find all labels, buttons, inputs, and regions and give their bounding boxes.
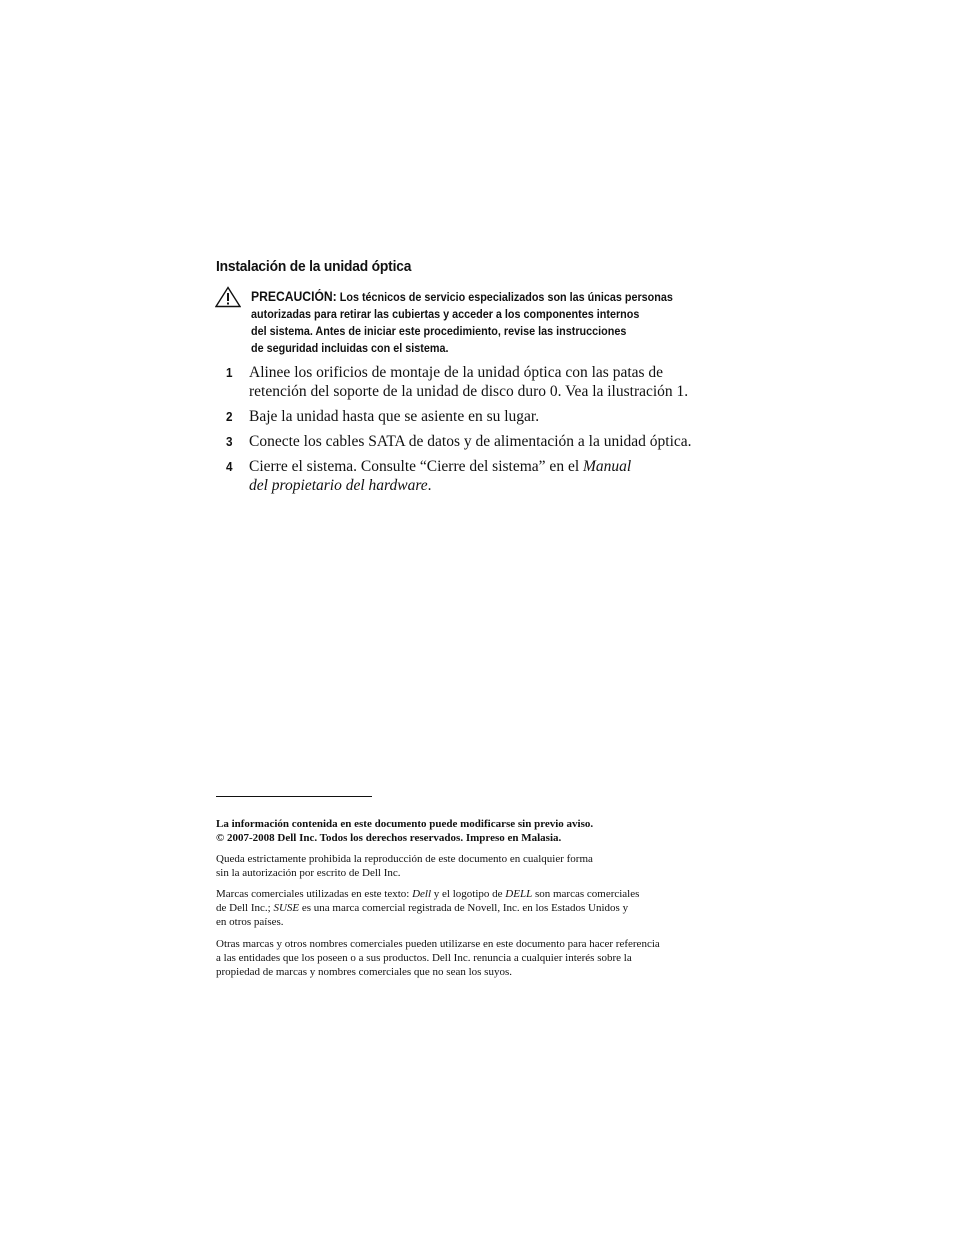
step-text-line: retención del soporte de la unidad de disco duro 0. Vea la ilustración 1. bbox=[249, 383, 689, 400]
trademark-dell: Dell bbox=[412, 888, 432, 900]
step-text-line: Alinee los orificios de montaje de la unidad óptica con las patas de bbox=[249, 364, 664, 381]
legal-other-marks bbox=[216, 937, 660, 980]
warning-triangle-icon bbox=[215, 286, 241, 308]
legal-text: de Dell Inc.; bbox=[216, 902, 274, 915]
caution-line-2: autorizadas para retirar las cubiertas y acceder a los componentes internos bbox=[251, 307, 640, 321]
step-number: 2 bbox=[226, 409, 233, 424]
legal-line: en otros países. bbox=[216, 916, 284, 929]
legal-line: a las entidades que los poseen o a sus productos. Dell Inc. renuncia a cualquier interés sobre la bbox=[216, 952, 632, 965]
legal-line bbox=[216, 901, 639, 915]
legal-text: es una marca comercial registrada de Novell, Inc. en los Estados Unidos y bbox=[299, 902, 629, 915]
section-title: Instalación de la unidad óptica bbox=[216, 258, 412, 275]
step-text bbox=[249, 407, 539, 426]
legal-line bbox=[216, 887, 639, 901]
caution-line-1 bbox=[251, 288, 673, 306]
legal-trademarks bbox=[216, 887, 639, 930]
step-text-line: Baje la unidad hasta que se asiente en su lugar. bbox=[249, 408, 540, 425]
step-text-line bbox=[249, 457, 631, 476]
trademark-suse: SUSE bbox=[273, 902, 300, 915]
caution-line-3: del sistema. Antes de iniciar este procedimiento, revise las instrucciones bbox=[251, 324, 627, 338]
legal-line: © 2007-2008 Dell Inc. Todos los derechos reservados. Impreso en Malasia. bbox=[216, 832, 562, 845]
step-text-part: . bbox=[427, 477, 432, 494]
legal-notice bbox=[216, 817, 593, 845]
step-text bbox=[249, 363, 688, 401]
caution-block bbox=[251, 288, 673, 357]
trademark-dell-logo: DELL bbox=[505, 888, 533, 900]
step-number: 3 bbox=[226, 434, 233, 449]
caution-text: Los técnicos de servicio especializados son las únicas personas bbox=[339, 290, 673, 304]
step-text-part: Cierre el sistema. Consulte “Cierre del sistema” en el bbox=[249, 458, 583, 475]
legal-line: Queda estrictamente prohibida la reproducción de este documento en cualquier forma bbox=[216, 853, 593, 865]
step-text-line bbox=[249, 476, 631, 495]
caution-label: PRECAUCIÓN: bbox=[251, 289, 337, 304]
manual-title-part: del propietario del hardware bbox=[249, 477, 428, 494]
caution-line-4: de seguridad incluidas con el sistema. bbox=[251, 341, 449, 355]
legal-line: sin la autorización por escrito de Dell Inc. bbox=[216, 867, 401, 880]
step-number: 1 bbox=[226, 365, 233, 380]
legal-text: Marcas comerciales utilizadas en este texto: bbox=[216, 888, 413, 900]
step-text bbox=[249, 457, 631, 495]
manual-title-part: Manual bbox=[583, 458, 632, 475]
legal-text: y el logotipo de bbox=[431, 888, 506, 900]
step-number: 4 bbox=[226, 459, 233, 474]
legal-text: son marcas comerciales bbox=[532, 888, 640, 900]
legal-reproduction bbox=[216, 852, 593, 880]
step-text bbox=[249, 432, 692, 451]
legal-line: Otras marcas y otros nombres comerciales pueden utilizarse en este documento para hacer referencia bbox=[216, 938, 660, 950]
footnote-divider bbox=[216, 796, 372, 797]
legal-line: propiedad de marcas y nombres comerciales que no sean los suyos. bbox=[216, 966, 512, 979]
legal-line: La información contenida en este documento puede modificarse sin previo aviso. bbox=[216, 818, 594, 830]
step-text-line: Conecte los cables SATA de datos y de alimentación a la unidad óptica. bbox=[249, 433, 692, 450]
